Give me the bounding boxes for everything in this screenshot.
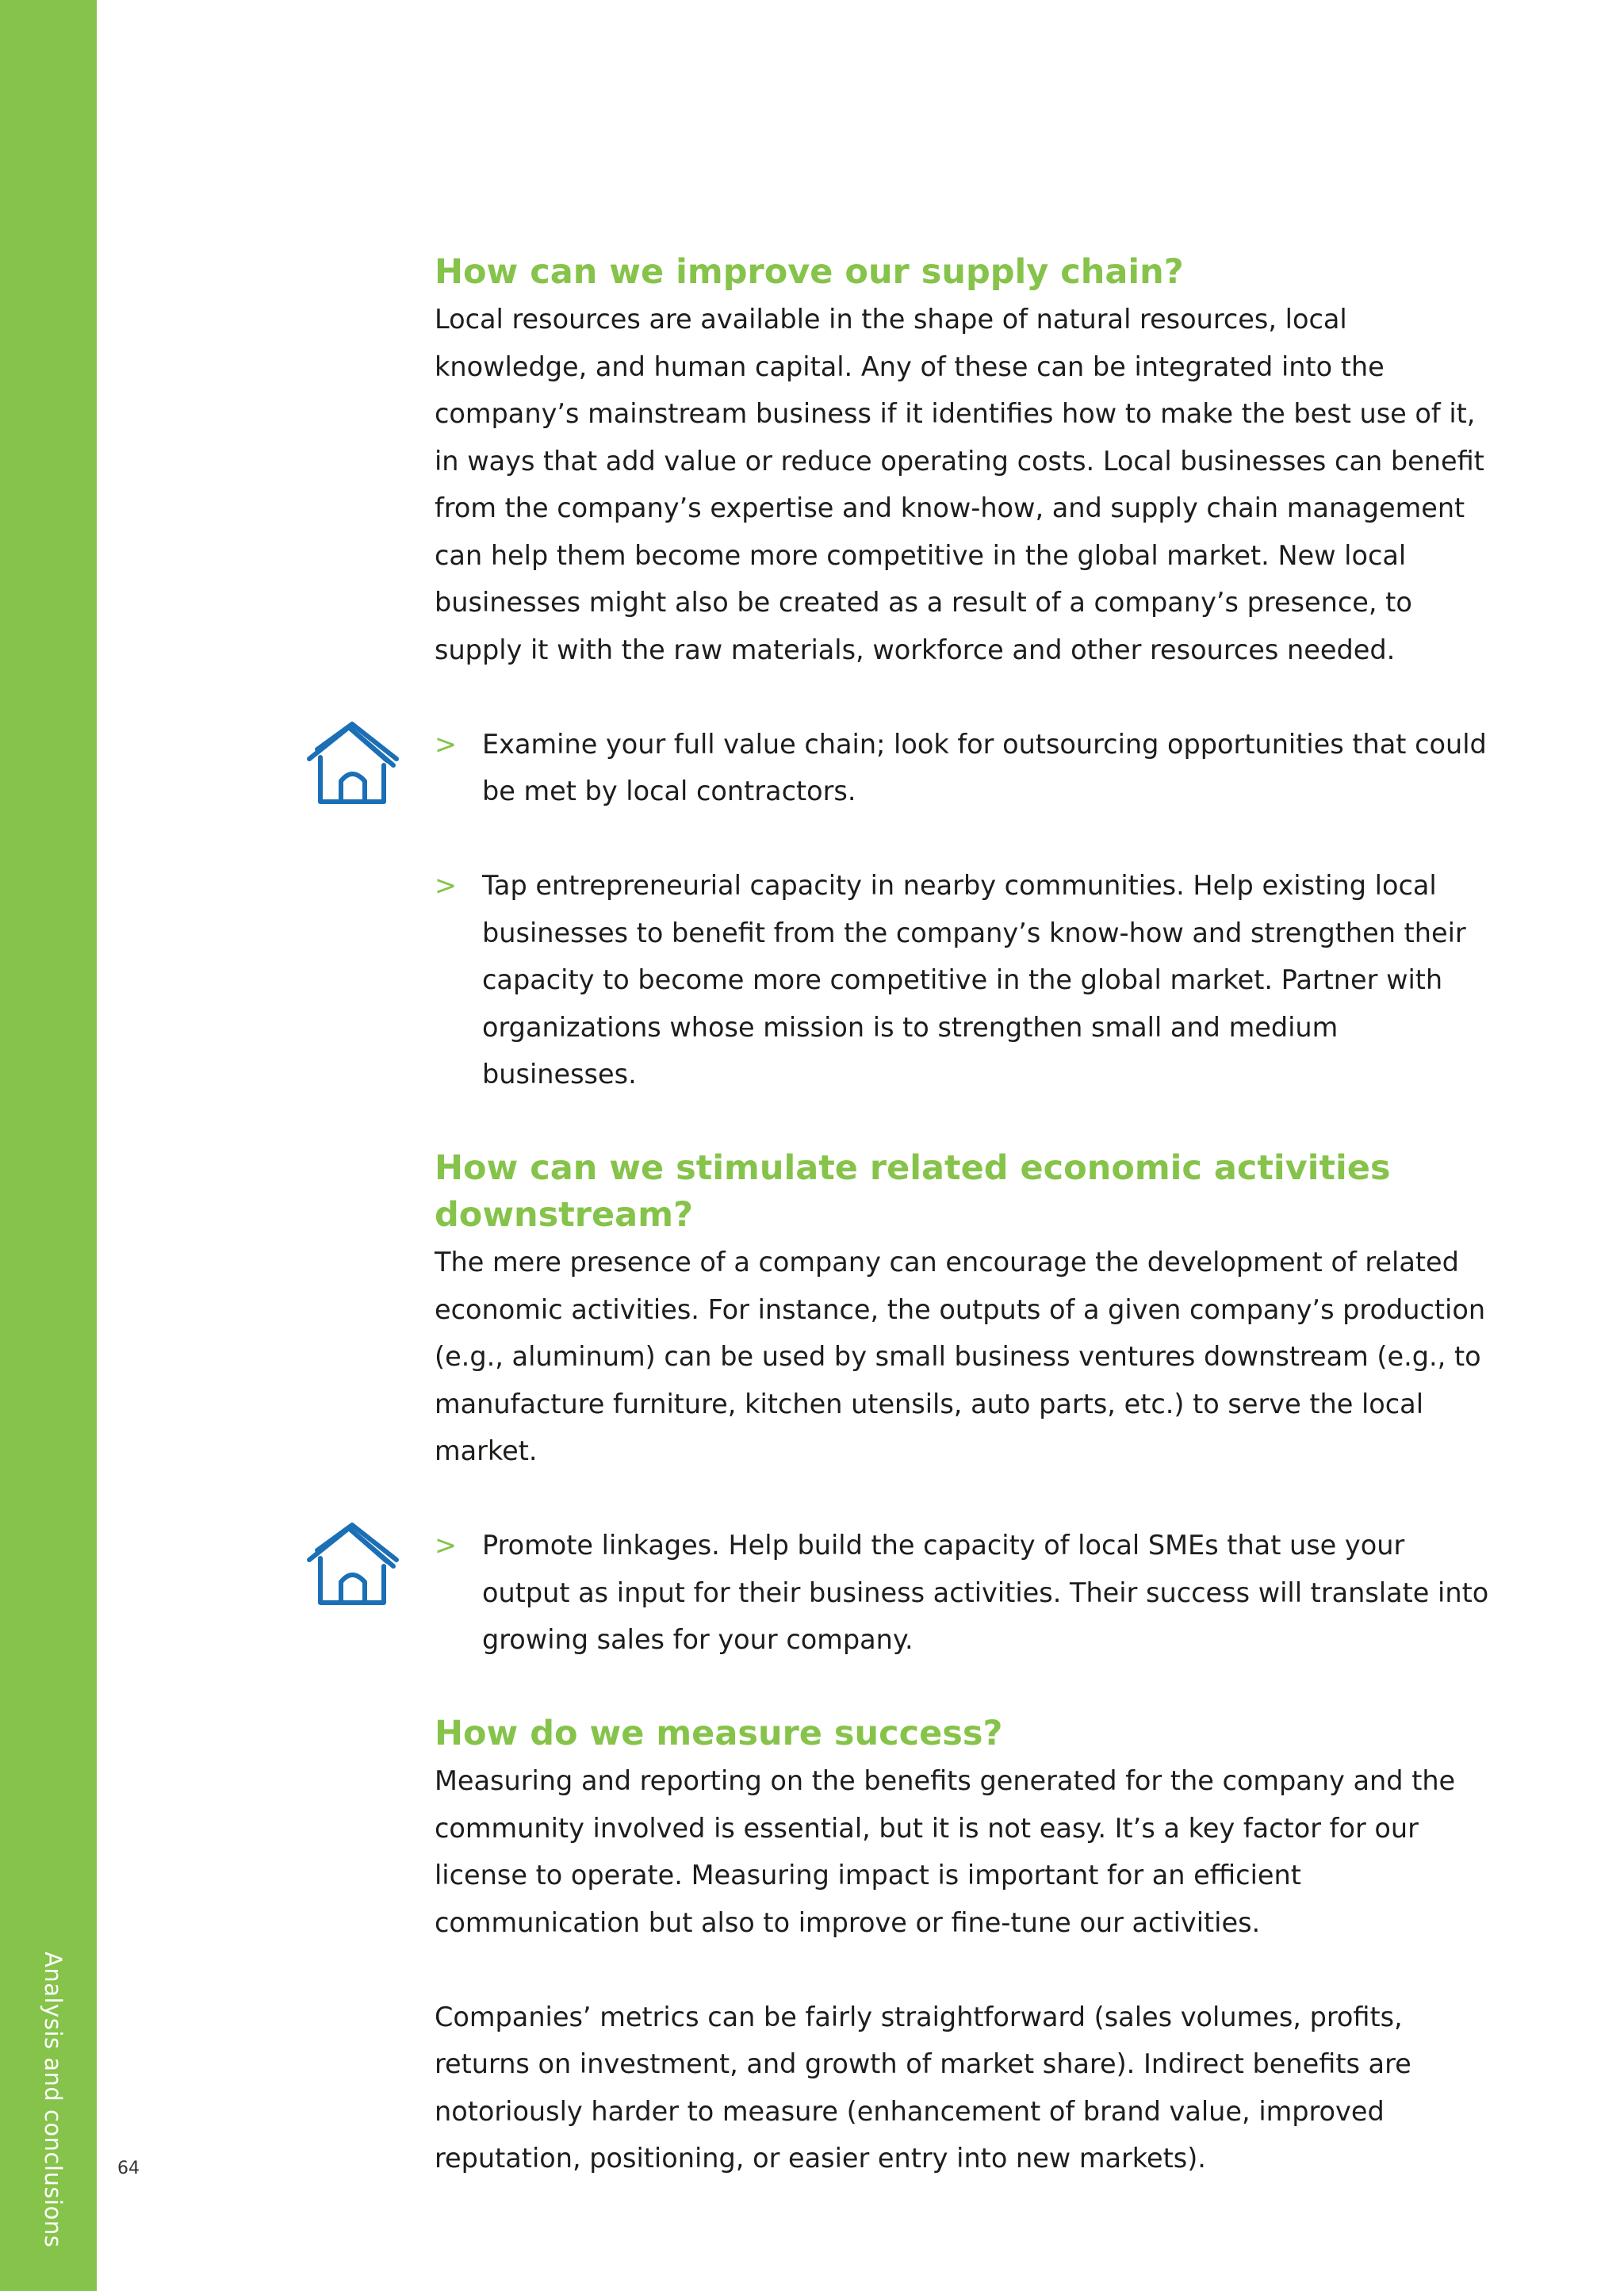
paragraph: Local resources are available in the shape of natural resources, local knowledge, and human capital. Any of these can be integrated into the company’s mainstream business if it identifies how to make the best use of it, in ways that add value or reduce operating costs. Local businesses can benefit from the company’s expertise and know-how, and supply chain management can help them become more competitive in the global market. New local businesses might also be created as a result of a company’s presence, to supply it with the raw materials, workforce and other resources needed.	[435, 304, 1484, 665]
section-heading-downstream: How can we stimulate related economic activities downstream?	[435, 1148, 1391, 1235]
recommendation-group	[435, 1522, 1489, 1664]
recommendation-text: Promote linkages. Help build the capacity of local SMEs that use your output as input for their business activities. Their success will translate into growing sales for your company.	[482, 1530, 1489, 1655]
bullet-marker: >	[435, 1530, 458, 1561]
paragraph: The mere presence of a company can encourage the development of related economic activities. For instance, the outputs of a given company’s production (e.g., aluminum) can be used by small business ventures downstream (e.g., to manufacture furniture, kitchen utensils, auto parts, etc.) to serve the local market.	[435, 1247, 1486, 1466]
section-heading-supply-chain: How can we improve our supply chain?	[435, 252, 1184, 292]
recommendation-item	[435, 1522, 1489, 1664]
house-icon	[304, 721, 400, 808]
section-label: Analysis and conclusions	[40, 1952, 67, 2248]
side-bar	[0, 0, 97, 2291]
recommendation-group	[435, 721, 1489, 1098]
paragraph: Measuring and reporting on the benefits generated for the company and the community involved is essential, but it is not easy. It’s a key factor for our license to operate. Measuring impact is important for an efficient communication but also to improve or fine-tune our activities.	[435, 1765, 1456, 1938]
section-heading-measure-success: How do we measure success?	[435, 1714, 1003, 1753]
recommendation-text: Tap entrepreneurial capacity in nearby communities. Help existing local businesses to benefit from the company’s know-how and strengthen their capacity to become more competitive in the global market. Partner with organizations whose mission is to strengthen small and medium businesses.	[482, 870, 1466, 1090]
page-number: 64	[117, 2159, 140, 2178]
bullet-marker: >	[435, 728, 458, 760]
house-icon	[304, 1522, 400, 1609]
recommendation-text: Examine your full value chain; look for outsourcing opportunities that could be met by local contractors.	[482, 728, 1487, 806]
main-content	[435, 249, 1489, 2182]
recommendation-item	[435, 721, 1489, 815]
paragraph: Companies’ metrics can be fairly straightforward (sales volumes, profits, returns on investment, and growth of market share). Indirect benefits are notoriously harder to measure (enhancement of brand value, improved reputation, positioning, or easier entry into new markets).	[435, 2001, 1411, 2174]
recommendation-item	[435, 862, 1489, 1098]
bullet-marker: >	[435, 870, 458, 901]
